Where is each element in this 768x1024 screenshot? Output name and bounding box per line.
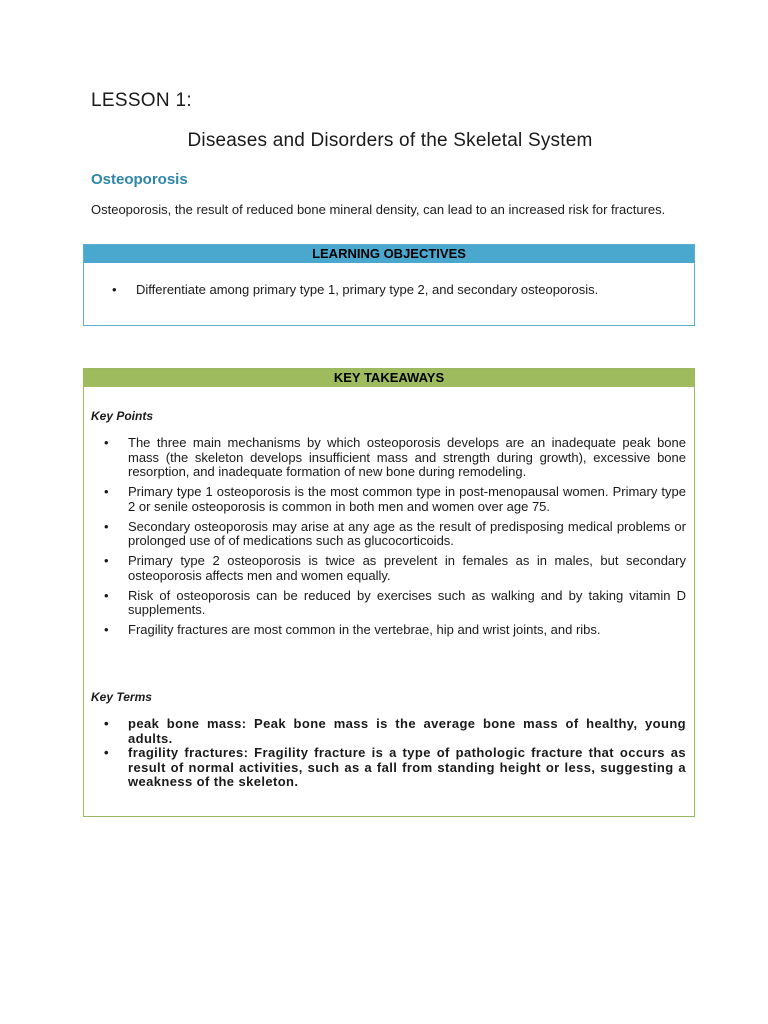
key-terms-label: Key Terms [91,690,152,704]
objective-text: Differentiate among primary type 1, primary type 2, and secondary osteoporosis. [136,282,599,297]
key-points-list [84,436,694,643]
key-takeaways-header: KEY TAKEAWAYS [84,369,694,387]
objectives-list [92,283,686,298]
list-item [84,485,694,514]
bullet-icon: • [104,484,109,499]
learning-objectives-box [83,244,695,326]
list-item [84,589,694,618]
bullet-icon: • [104,553,109,568]
key-points-label: Key Points [91,409,154,423]
key-takeaways-box [83,368,695,817]
section-heading: Osteoporosis [91,171,188,188]
page-title: Diseases and Disorders of the Skeletal System [187,130,593,151]
bullet-icon: • [104,622,109,637]
key-terms-list [84,717,694,790]
bullet-icon: • [104,587,109,603]
list-item [84,554,694,583]
bullet-icon: • [104,745,109,760]
bullet-icon: • [104,435,109,450]
key-term-text: peak bone mass: Peak bone mass is the average bone mass of healthy, young adults. [128,716,686,746]
key-point-text: Risk of osteoporosis can be reduced by exercises such as walking and by taking vitamin D supplements. [128,587,686,617]
key-term-text: fragility fractures: Fragility fracture is a type of pathologic fracture that occurs as result of normal activities, such as a fall from standing height or less, suggesting a weakness of the skeleton. [128,745,686,789]
bullet-icon: • [104,716,109,731]
list-item [84,436,694,480]
key-point-text: Secondary osteoporosis may arise at any age as the result of predisposing medical problems or prolonged use of of medications such as glucocorticoids. [128,518,686,548]
list-item [92,283,686,298]
list-item [84,746,694,790]
bullet-icon: • [104,518,109,534]
key-point-text: Fragility fractures are most common in the vertebrae, hip and wrist joints, and ribs. [128,622,601,637]
key-point-text: Primary type 1 osteoporosis is the most common type in post-menopausal women. Primary type 2 or senile osteoporosis is common in both men and women over age 75. [128,484,686,514]
bullet-icon: • [112,282,117,297]
key-point-text: Primary type 2 osteoporosis is twice as prevelent in females as in males, but secondary osteoporosis affects men and women equally. [128,553,686,583]
intro-paragraph: Osteoporosis, the result of reduced bone mineral density, can lead to an increased risk for fractures. [91,202,666,217]
list-item [84,717,694,746]
lesson-label: LESSON 1: [91,90,192,111]
learning-objectives-header: LEARNING OBJECTIVES [84,245,694,263]
list-item [84,520,694,549]
list-item [84,623,694,638]
key-point-text: The three main mechanisms by which osteoporosis develops are an inadequate peak bone mass (the skeleton develops insufficient mass and strength during growth), excessive bone resorption, and inadequate formation of new bone during remodeling. [128,435,686,479]
